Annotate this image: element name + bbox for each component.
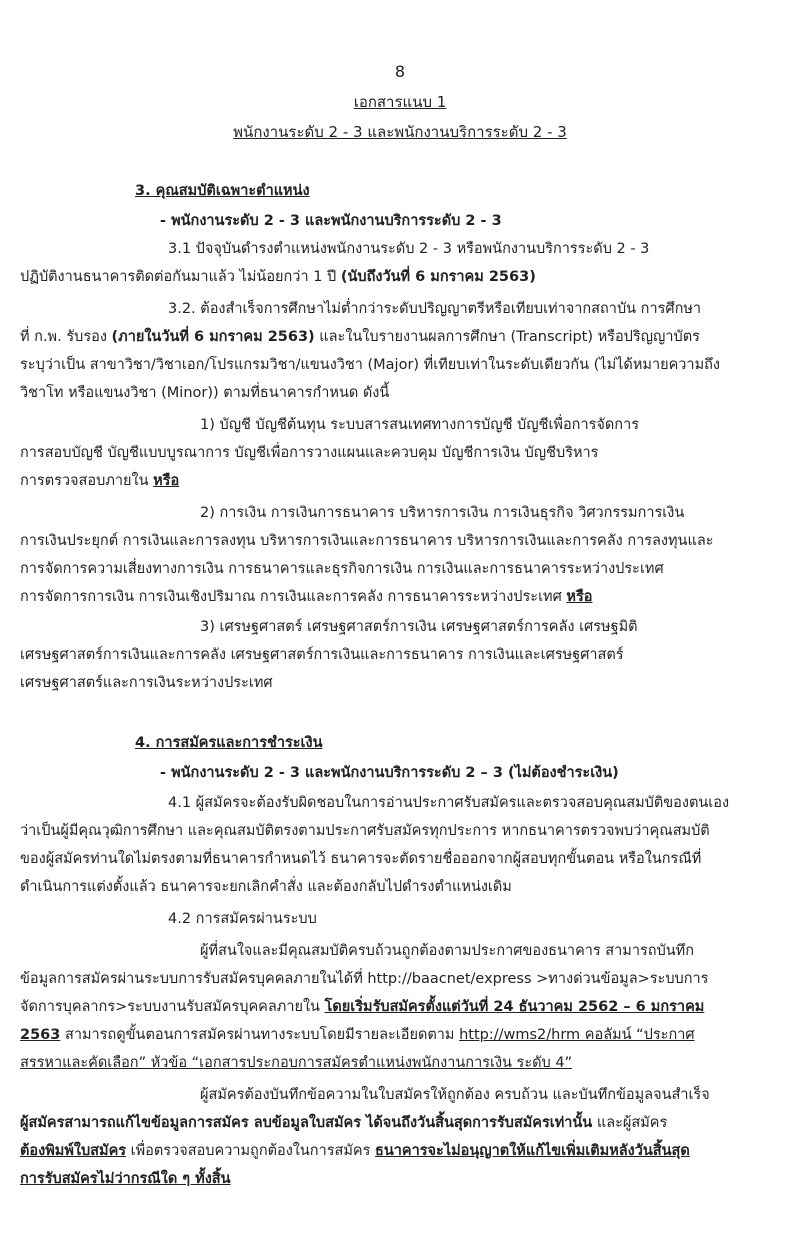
major-1-text: การตรวจสอบภายใน: [20, 473, 154, 489]
print-rule: ต้องพิมพ์ใบสมัคร: [20, 1143, 127, 1159]
or-label: หรือ: [153, 473, 180, 489]
item-3-2-line-2: [20, 327, 700, 347]
item-3-2-line-1: 3.2. ต้องสำเร็จการศึกษาไม่ต่ำกว่าระดับปริญญาตรีหรือเทียบเท่าจากสถาบัน การศึกษา: [168, 301, 702, 317]
document-title: เอกสารแนบ 1: [353, 93, 447, 111]
item-3-1-text: ปฏิบัติงานธนาคารติดต่อกันมาแล้ว ไม่น้อยกว่า 1 ปี: [20, 269, 341, 285]
item-4-1-line-3: ของผู้สมัครท่านใดไม่ตรงตามที่ธนาคารกำหนดไว้ ธนาคารจะตัดรายชื่อออกจากผู้สอบทุกขั้นตอน หรือในกรณีที่: [20, 851, 702, 867]
item-4-2-p1-line-2: ข้อมูลการสมัครผ่านระบบการรับสมัครบุคคลภายในได้ที่ http://baacnet/express >ทางด่วนข้อมูล>ระบบการ: [20, 971, 709, 987]
section-4-heading: 4. การสมัครและการชำระเงิน: [135, 735, 323, 751]
no-edit-rule: ธนาคารจะไม่อนุญาตให้แก้ไขเพิ่มเติมหลังวันสิ้นสุด: [375, 1143, 690, 1159]
item-4-2-p1-line-1: ผู้ที่สนใจและมีคุณสมบัติครบถ้วนถูกต้องตามประกาศของธนาคาร สามารถบันทึก: [200, 943, 695, 959]
document-subtitle: พนักงานระดับ 2 - 3 และพนักงานบริการระดับ 2 - 3: [233, 123, 567, 141]
major-1-line-1: 1) บัญชี บัญชีต้นทุน ระบบสารสนเทศทางการบัญชี บัญชีเพื่อการจัดการ: [200, 417, 640, 433]
major-3-line-1: 3) เศรษฐศาสตร์ เศรษฐศาสตร์การเงิน เศรษฐศาสตร์การคลัง เศรษฐมิติ: [200, 619, 638, 635]
page-number: 8: [394, 62, 406, 81]
item-4-2-p2-line-2: [20, 1113, 667, 1133]
major-2-line-2: การเงินประยุกต์ การเงินและการลงทุน บริหารการเงินและการธนาคาร บริหารการเงินและการคลัง การลงทุนและ: [20, 533, 714, 549]
p2-text: เพื่อตรวจสอบความถูกต้องในการสมัคร: [126, 1143, 376, 1159]
major-1-line-3: [20, 471, 179, 491]
major-1-line-2: การสอบบัญชี บัญชีแบบบูรณาการ บัญชีเพื่อการวางแผนและควบคุม บัญชีการเงิน บัญชีบริหาร: [20, 445, 599, 461]
item-3-2-line-4: วิชาโท หรือแขนงวิชา (Minor)) ตามที่ธนาคารกำหนด ดังนี้: [20, 385, 390, 401]
item-4-2-p2-line-3: [20, 1141, 690, 1161]
item-4-2-heading: 4.2 การสมัครผ่านระบบ: [168, 911, 317, 927]
p1-text: จัดการบุคลากร>ระบบงานรับสมัครบุคคลภายใน: [20, 999, 325, 1015]
item-4-2-p2-line-1: ผู้สมัครต้องบันทึกข้อความในใบสมัครให้ถูกต้อง ครบถ้วน และบันทึกข้อมูลจนสำเร็จ: [200, 1087, 710, 1103]
major-2-line-4: [20, 587, 592, 607]
section-4-subheading: - พนักงานระดับ 2 - 3 และพนักงานบริการระดับ 2 – 3 (ไม่ต้องชำระเงิน): [160, 765, 619, 781]
item-4-2-p1-line-4: [20, 1025, 695, 1045]
application-period: โดยเริ่มรับสมัครตั้งแต่วันที่ 24 ธันวาคม 2562 – 6 มกราคม: [324, 999, 705, 1015]
major-3-line-2: เศรษฐศาสตร์การเงินและการคลัง เศรษฐศาสตร์การเงินและการธนาคาร การเงินและเศรษฐศาสตร์: [20, 647, 624, 663]
hrm-link[interactable]: http://wms2/hrm คอลัมน์ “ประกาศ: [459, 1027, 695, 1043]
major-2-line-3: การจัดการความเสี่ยงทางการเงิน การธนาคารและธุรกิจการเงิน การเงินและการธนาคารระหว่างประเทศ: [20, 561, 664, 577]
section-3-subheading: - พนักงานระดับ 2 - 3 และพนักงานบริการระดับ 2 - 3: [160, 213, 502, 229]
item-4-1-line-4: ดำเนินการแต่งตั้งแล้ว ธนาคารจะยกเลิกคำสั่ง และต้องกลับไปดำรงตำแหน่งเดิม: [20, 879, 512, 895]
item-4-2-p2-line-4: การรับสมัครไม่ว่ากรณีใด ๆ ทั้งสิ้น: [20, 1171, 231, 1187]
item-4-1-line-2: ว่าเป็นผู้มีคุณวุฒิการศึกษา และคุณสมบัติตรงตามประกาศรับสมัครทุกประการ หากธนาคารตรวจพบว่าคุณสมบัติ: [20, 823, 710, 839]
item-4-1-line-1: 4.1 ผู้สมัครจะต้องรับผิดชอบในการอ่านประกาศรับสมัครและตรวจสอบคุณสมบัติของตนเอง: [168, 795, 730, 811]
p1-text: สามารถดูขั้นตอนการสมัครผ่านทางระบบโดยมีรายละเอียดตาม: [60, 1027, 460, 1043]
edit-rule: ผู้สมัครสามารถแก้ไขข้อมูลการสมัคร ลบข้อมูลใบสมัคร ได้จนถึงวันสิ้นสุดการรับสมัครเท่านั้น: [20, 1115, 593, 1131]
section-3-heading: 3. คุณสมบัติเฉพาะตำแหน่ง: [135, 183, 310, 199]
item-3-2-text-b: และในใบรายงานผลการศึกษา (Transcript) หรือปริญญาบัตร: [314, 329, 700, 345]
major-2-text: การจัดการการเงิน การเงินเชิงปริมาณ การเงินและการคลัง การธนาคารระหว่างประเทศ: [20, 589, 567, 605]
item-3-1-line-1: 3.1 ปัจจุบันดำรงตำแหน่งพนักงานระดับ 2 - 3 หรือพนักงานบริการระดับ 2 - 3: [168, 241, 650, 257]
major-3-line-3: เศรษฐศาสตร์และการเงินระหว่างประเทศ: [20, 675, 273, 691]
application-period-year: 2563: [20, 1027, 61, 1043]
item-3-2-line-3: ระบุว่าเป็น สาขาวิชา/วิชาเอก/โปรแกรมวิชา/แขนงวิชา (Major) ที่เทียบเท่าในระดับเดียวกัน (ไม่ได้หมายความถึง: [20, 357, 720, 373]
item-4-2-p1-line-3: [20, 997, 704, 1017]
item-3-1-date: (นับถึงวันที่ 6 มกราคม 2563): [340, 269, 536, 285]
item-3-2-text-a: ที่ ก.พ. รับรอง: [20, 329, 112, 345]
item-3-1-line-2: [20, 267, 536, 287]
item-3-2-date: (ภายในวันที่ 6 มกราคม 2563): [111, 329, 315, 345]
major-2-line-1: 2) การเงิน การเงินการธนาคาร บริหารการเงิน การเงินธุรกิจ วิศวกรรมการเงิน: [200, 505, 685, 521]
or-label: หรือ: [566, 589, 593, 605]
item-4-2-p1-line-5: สรรหาและคัดเลือก” หัวข้อ “เอกสารประกอบการสมัครตำแหน่งพนักงานการเงิน ระดับ 4”: [20, 1055, 573, 1071]
p2-text: และผู้สมัคร: [592, 1115, 668, 1131]
